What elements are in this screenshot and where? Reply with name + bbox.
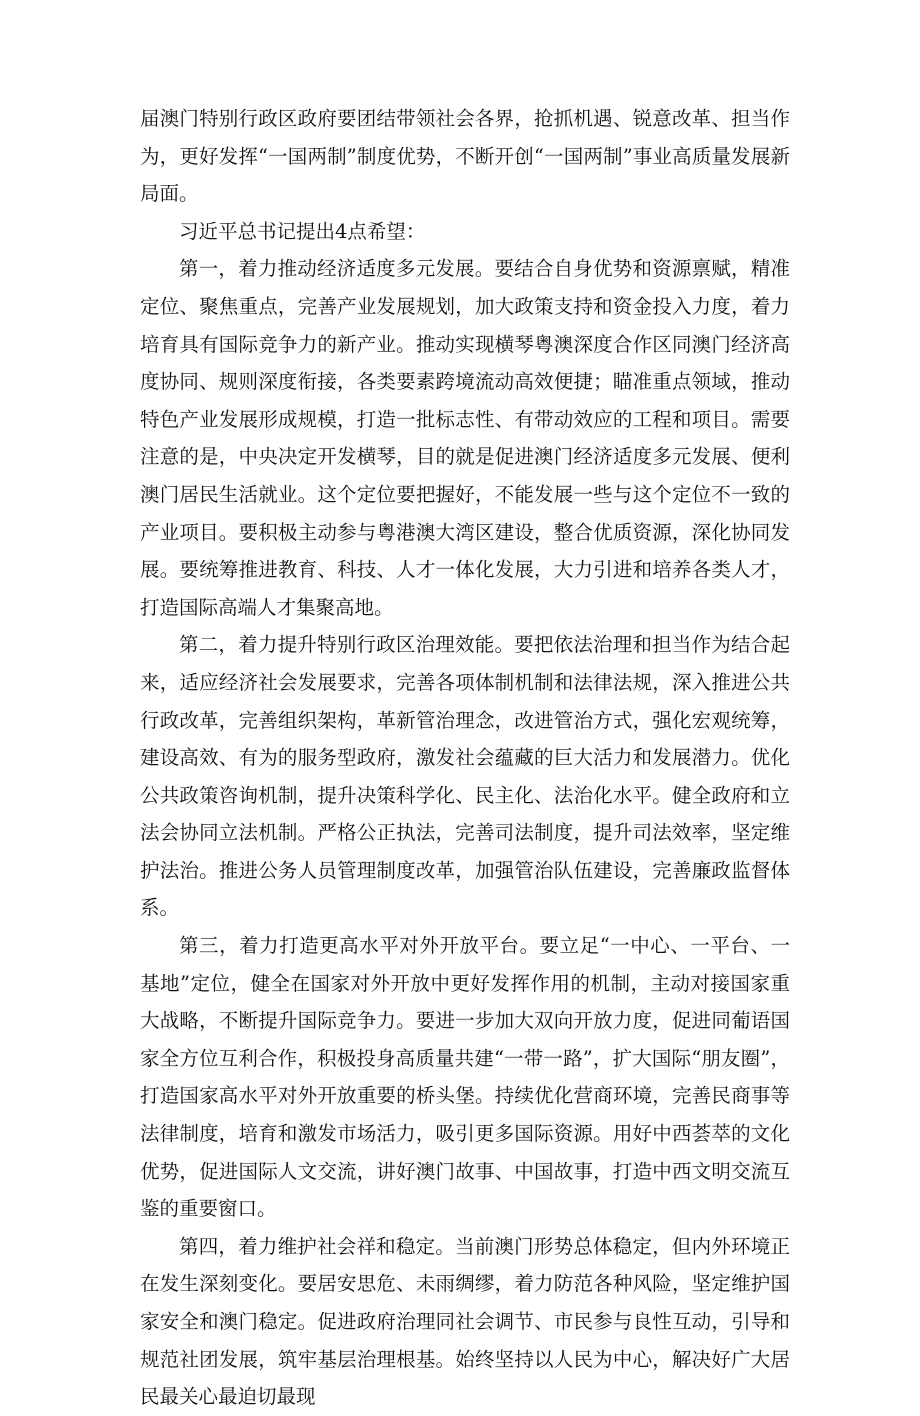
paragraph-intro-four-hopes: 习近平总书记提出4点希望： <box>179 219 426 243</box>
paragraph-hope-one: 第一，着力推动经济适度多元发展。要结合自身优势和资源禀赋，精准定位、聚焦重点，完善产业发展规划，加大政策支持和资金投入力度，着力培育具有国际竞争力的新产业。推动实现横琴粤澳深度合作区同澳门经济高度协同、规则深度衔接，各类要素跨境流动高效便捷；瞄准重点领域，推动特色产业发展形成规模，打造一批标志性、有带动效应的工程和项目。需要注意的是，中央决定开发横琴，目的就是促进澳门经济适度多元发展、便利澳门居民生活就业。这个定位要把握好，不能发展一些与这个定位不一致的产业项目。要积极主动参与粤港澳大湾区建设，整合优质资源，深化协同发展。要统筹推进教育、科技、人才一体化发展，大力引进和培养各类人才，打造国际高端人才集聚高地。 <box>140 257 790 619</box>
paragraph-hope-three: 第三，着力打造更高水平对外开放平台。要立足“一中心、一平台、一基地”定位，健全在国家对外开放中更好发挥作用的机制，主动对接国家重大战略，不断提升国际竞争力。要进一步加大双向开放力度，促进同葡语国家全方位互利合作，积极投身高质量共建“一带一路”，扩大国际“朋友圈”，打造国家高水平对外开放重要的桥头堡。持续优化营商环境，完善民商事等法律制度，培育和激发市场活力，吸引更多国际资源。用好中西荟萃的文化优势，促进国际人文交流，讲好澳门故事、中国故事，打造中西文明交流互鉴的重要窗口。 <box>140 934 790 1221</box>
paragraph-hope-two: 第二，着力提升特别行政区治理效能。要把依法治理和担当作为结合起来，适应经济社会发展要求，完善各项体制机制和法律法规，深入推进公共行政改革，完善组织架构，革新管治理念，改进管治方式，强化宏观统筹，建设高效、有为的服务型政府，激发社会蕴藏的巨大活力和发展潜力。优化公共政策咨询机制，提升决策科学化、民主化、法治化水平。健全政府和立法会协同立法机制。严格公正执法，完善司法制度，提升司法效率，坚定维护法治。推进公务人员管理制度改革，加强管治队伍建设，完善廉政监督体系。 <box>140 633 790 920</box>
paragraph-continuation: 届澳门特别行政区政府要团结带领社会各界，抢抓机遇、锐意改革、担当作为，更好发挥“一国两制”制度优势，不断开创“一国两制”事业高质量发展新局面。 <box>140 107 790 206</box>
document-body <box>140 100 790 1416</box>
paragraph-hope-four: 第四，着力维护社会祥和稳定。当前澳门形势总体稳定，但内外环境正在发生深刻变化。要居安思危、未雨绸缪，着力防范各种风险，坚定维护国家安全和澳门稳定。促进政府治理同社会调节、市民参与良性互动，引导和规范社团发展，筑牢基层治理根基。始终坚持以人民为中心，解决好广大居民最关心最迫切最现 <box>140 1234 790 1409</box>
